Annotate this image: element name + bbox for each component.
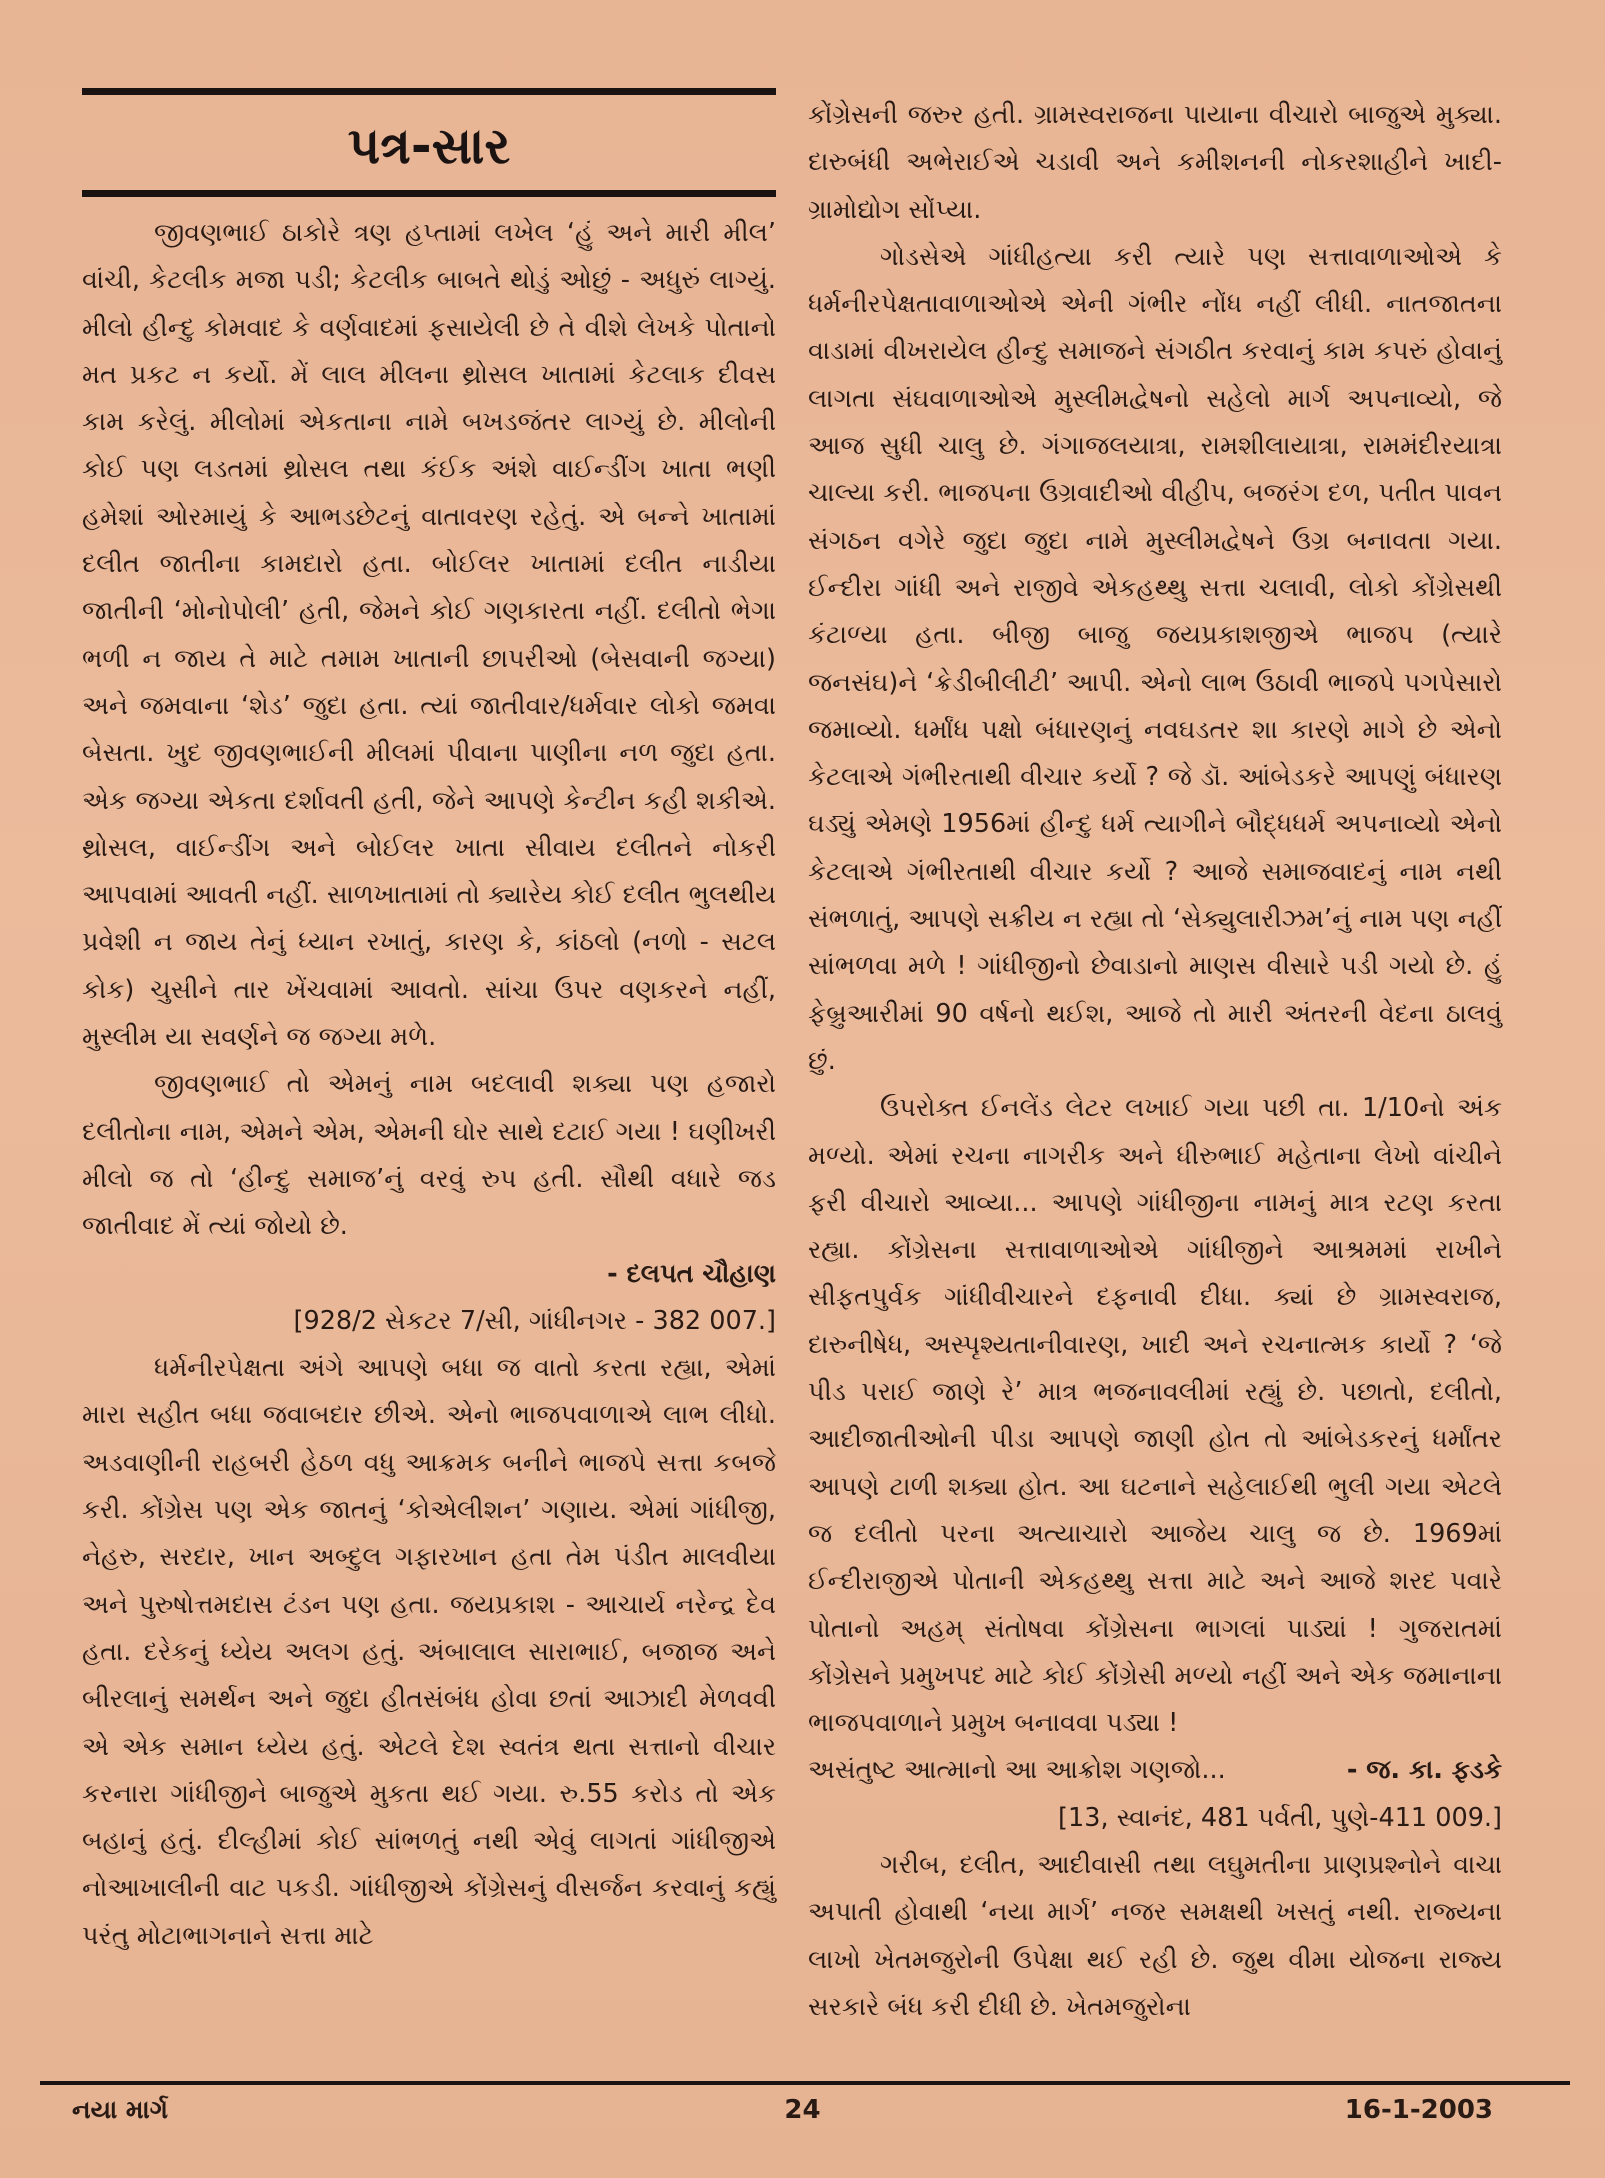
letter1-address: [928/2 સેકટર 7/સી, ગાંધીનગર - 382 007.] [293,1305,776,1336]
title-rule-bottom [82,190,776,197]
letter2-closing-line [808,1747,1502,1794]
letter1-signature: - દલપત ચૌહાણ [607,1258,776,1289]
letter2-paragraph-start: ધર્મનીરપેક્ષતા અંગે આપણે બધા જ વાતો કરતા રહ્યા, એમાં મારા સહીત બધા જવાબદાર છીએ. એનો ભાજપવાળાએ લાભ લીધો. અડવાણીની રાહબરી હેઠળ વધુ આક્રમક બનીને ભાજપે સત્તા કબજે કરી. કોંગ્રેસ પણ એક જાતનું ‘કોએલીશન’ ગણાય. એમાં ગાંધીજી, નેહરુ, સરદાર, ખાન અબ્દુલ ગફારખાન હતા તેમ પંડીત માલવીયા અને પુરુષોત્તમદાસ ટંડન પણ હતા. જયપ્રકાશ - આચાર્ય નરેન્દ્ર દેવ હતા. દરેકનું ધ્યેય અલગ હતું. અંબાલાલ સારાભાઈ, બજાજ અને બીરલાનું સમર્થન અને જુદા હીતસંબંધ હોવા છતાં આઝાદી મેળવવી એ એક સમાન ધ્યેય હતું. એટલે દેશ સ્વતંત્ર થતા સત્તાનો વીચાર કરનારા ગાંધીજીને બાજુએ મુકતા થઈ ગયા. રુ.55 કરોડ તો એક બહાનું હતું. દીલ્હીમાં કોઈ સાંભળતું નથી એવું લાગતાં ગાંધીજીએ નોઆખાલીની વાટ પકડી. ગાંધીજીએ કોંગ્રેસનું વીસર્જન કરવાનું કહ્યું પરંતુ મોટાભાગનાને સત્તા માટે [82,1353,776,1951]
left-column [82,210,776,1960]
footer-date: 16-1-2003 [1344,2095,1493,2125]
letter2-continuation: કોંગ્રેસની જરુર હતી. ગ્રામસ્વરાજના પાયાના વીચારો બાજુએ મુક્યા. દારુબંધી અભેરાઈએ ચડાવી અને કમીશનની નોકરશાહીને ખાદી-ગ્રામોદ્યોગ સોંપ્યા. [808,100,1502,225]
right-column [808,92,1502,2031]
letter2-closing-text: અસંતુષ્ટ આત્માનો આ આક્રોશ ગણજો... [808,1755,1226,1786]
letter2-paragraph-inland: ઉપરોક્ત ઈનલેંડ લેટર લખાઈ ગયા પછી તા. 1/10નો અંક મળ્યો. એમાં રચના નાગરીક અને ધીરુભાઈ મહેતાના લેખો વાંચીને ફરી વીચારો આવ્યા... આપણે ગાંધીજીના નામનું માત્ર રટણ કરતા રહ્યા. કોંગ્રેસના સત્તાવાળાઓએ ગાંધીજીને આશ્રમમાં રાખીને સીફતપુર્વક ગાંધીવીચારને દફનાવી દીધા. ક્યાં છે ગ્રામસ્વરાજ, દારુનીષેધ, અસ્પૃશ્યતાનીવારણ, ખાદી અને રચનાત્મક કાર્યો ? ‘જે પીડ પરાઈ જાણે રે’ માત્ર ભજનાવલીમાં રહ્યું છે. પછાતો, દલીતો, આદીજાતીઓની પીડા આપણે જાણી હોત તો આંબેડકરનું ધર્માંતર આપણે ટાળી શક્યા હોત. આ ઘટનાને સહેલાઈથી ભુલી ગયા એટલે જ દલીતો પરના અત્યાચારો આજેય ચાલુ જ છે. 1969માં ઈન્દીરાજીએ પોતાની એકહથ્થુ સત્તા માટે અને આજે શરદ પવારે પોતાનો અહમ્ સંતોષવા કોંગ્રેસના ભાગલાં પાડ્યાં ! ગુજરાતમાં કોંગ્રેસને પ્રમુખપદ માટે કોઈ કોંગ્રેસી મળ્યો નહીં અને એક જમાનાના ભાજપવાળાને પ્રમુખ બનાવવા પડ્યા ! [808,1093,1502,1739]
letter2-signature: - જ. કા. ફડકે [1346,1755,1502,1786]
footer-rule [40,2081,1570,2085]
letter1-paragraph-2: જીવણભાઈ તો એમનું નામ બદલાવી શક્યા પણ હજારો દલીતોના નામ, એમને એમ, એમની ઘોર સાથે દટાઈ ગયા ! ઘણીખરી મીલો જ તો ‘હીન્દુ સમાજ’નું વરવું રુપ હતી. સૌથી વધારે જડ જાતીવાદ મેં ત્યાં જોયો છે. [82,1069,776,1242]
letter1-paragraph-1: જીવણભાઈ ઠાકોરે ત્રણ હપ્તામાં લખેલ ‘હું અને મારી મીલ’ વાંચી, કેટલીક મજા પડી; કેટલીક બાબતે થોડું ઓછું - અધુરું લાગ્યું. મીલો હીન્દુ કોમવાદ કે વર્ણવાદમાં ફસાયેલી છે તે વીશે લેખકે પોતાનો મત પ્રકટ ન કર્યો. મેં લાલ મીલના થ્રોસલ ખાતામાં કેટલાક દીવસ કામ કરેલું. મીલોમાં એકતાના નામે બખડજંતર લાગ્યું છે. મીલોની કોઈ પણ લડતમાં થ્રોસલ તથા કંઈક અંશે વાઈન્ડીંગ ખાતા ભણી હમેશાં ઓરમાયું કે આભડછેટનું વાતાવરણ રહેતું. એ બન્ને ખાતામાં દલીત જાતીના કામદારો હતા. બોઈલર ખાતામાં દલીત નાડીયા જાતીની ‘મોનોપોલી’ હતી, જેમને કોઈ ગણકારતા નહીં. દલીતો ભેગા ભળી ન જાય તે માટે તમામ ખાતાની છાપરીઓ (બેસવાની જગ્યા) અને જમવાના ‘શેડ’ જુદા હતા. ત્યાં જાતીવાર/ધર્મવાર લોકો જમવા બેસતા. ખુદ જીવણભાઈની મીલમાં પીવાના પાણીના નળ જુદા હતા. એક જગ્યા એકતા દર્શાવતી હતી, જેને આપણે કેન્ટીન કહી શકીએ. થ્રોસલ, વાઈન્ડીંગ અને બોઈલર ખાતા સીવાય દલીતને નોકરી આપવામાં આવતી નહીં. સાળખાતામાં તો ક્યારેય કોઈ દલીત ભુલથીય પ્રવેશી ન જાય તેનું ધ્યાન રખાતું, કારણ કે, કાંઠલો (નળો - સટલ કોક) ચુસીને તાર ખેંચવામાં આવતો. સાંચા ઉપર વણકરને નહીં, મુસ્લીમ યા સવર્ણને જ જગ્યા મળે. [82,218,776,1053]
letter2-paragraph-godse: ગોડસેએ ગાંધીહત્યા કરી ત્યારે પણ સત્તાવાળાઓએ કે ધર્મનીરપેક્ષતાવાળાઓએ એની ગંભીર નોંધ નહીં લીધી. નાતજાતના વાડામાં વીખરાયેલ હીન્દુ સમાજને સંગઠીત કરવાનું કામ કપરું હોવાનું લાગતા સંઘવાળાઓએ મુસ્લીમદ્વેષનો સહેલો માર્ગ અપનાવ્યો, જે આજ સુધી ચાલુ છે. ગંગાજલયાત્રા, રામશીલાયાત્રા, રામમંદીરયાત્રા ચાલ્યા કરી. ભાજપના ઉગ્રવાદીઓ વીહીપ, બજરંગ દળ, પતીત પાવન સંગઠન વગેરે જુદા જુદા નામે મુસ્લીમદ્વેષને ઉગ્ર બનાવતા ગયા. ઈન્દીરા ગાંધી અને રાજીવે એકહથ્થુ સત્તા ચલાવી, લોકો કોંગ્રેસથી કંટાળ્યા હતા. બીજી બાજુ જયપ્રકાશજીએ ભાજપ (ત્યારે જનસંઘ)ને ‘ક્રેડીબીલીટી’ આપી. એનો લાભ ઉઠાવી ભાજપે પગપેસારો જમાવ્યો. ધર્માંધ પક્ષો બંધારણનું નવઘડતર શા કારણે માગે છે એનો કેટલાએ ગંભીરતાથી વીચાર કર્યો ? જે ડૉ. આંબેડકરે આપણું બંધારણ ઘડ્યું એમણે 1956માં હીન્દુ ધર્મ ત્યાગીને બૌદ્ધધર્મ અપનાવ્યો એનો કેટલાએ ગંભીરતાથી વીચાર કર્યો ? આજે સમાજવાદનું નામ નથી સંભળાતું, આપણે સક્રીય ન રહ્યા તો ‘સેક્યુલારીઝમ’નું નામ પણ નહીં સાંભળવા મળે ! ગાંધીજીનો છેવાડાનો માણસ વીસારે પડી ગયો છે. હું ફેબ્રુઆરીમાં 90 વર્ષનો થઈશ, આજે તો મારી અંતરની વેદના ઠાલવું છું. [808,241,1502,1076]
title-rule-top [82,88,776,95]
section-title: પત્ર-સાર [347,117,511,175]
letter2-address: [13, સ્વાનંદ, 481 પર્વતી, પુણે-411 009.] [1058,1802,1502,1833]
footer-publication: નયા માર્ગ [72,2095,168,2124]
footer-page-number: 24 [784,2095,821,2125]
letter3-paragraph: ગરીબ, દલીત, આદીવાસી તથા લઘુમતીના પ્રાણપ્રશ્નોને વાચા અપાતી હોવાથી ‘નયા માર્ગ’ નજર સમક્ષથી ખસતું નથી. રાજ્યના લાખો ખેતમજુરોની ઉપેક્ષા થઈ રહી છે. જુથ વીમા યોજના રાજ્ય સરકારે બંધ કરી દીધી છે. ખેતમજુરોના [808,1849,1502,2022]
